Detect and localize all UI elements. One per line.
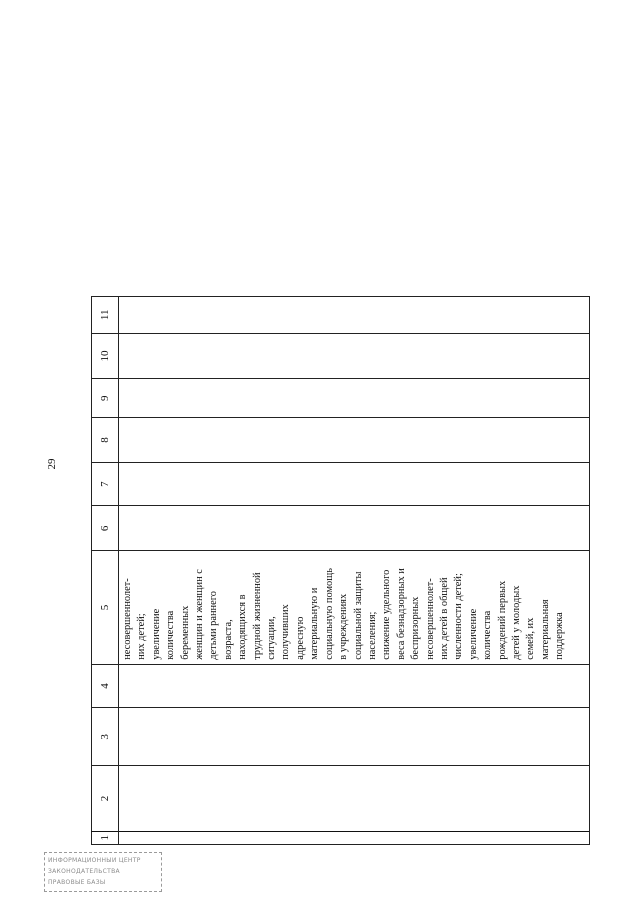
cell-5-line: несовершеннолет- — [122, 578, 133, 660]
cell-5-line: семей, их — [525, 617, 537, 660]
cell-5-line: трудной жизненной — [251, 572, 263, 660]
table-cell-9 — [119, 379, 590, 418]
stamp-line: ИНФОРМАЦИОННЫЙ ЦЕНТР — [48, 857, 141, 864]
cell-5-line: беспризорных — [410, 596, 422, 660]
cell-5-line: увеличение — [150, 608, 162, 660]
table-cell-3 — [119, 708, 590, 766]
table-cell-5 — [119, 551, 590, 665]
table-cell-1 — [119, 831, 590, 844]
column-number-7: 7 — [92, 462, 119, 506]
column-number-row — [92, 297, 119, 845]
stamp-line: ПРАВОВЫЕ БАЗЫ — [48, 879, 106, 886]
cell-5-line: ситуации, — [266, 616, 278, 660]
cell-5-line: поддержка — [554, 612, 566, 660]
table-cell-2 — [119, 766, 590, 831]
cell-5-line: беременных — [179, 605, 191, 660]
table-cell-11 — [119, 297, 590, 334]
cell-5-line: возраста, — [222, 619, 234, 660]
cell-5-line: адресную — [294, 616, 306, 660]
page-number: 29 — [46, 458, 58, 470]
cell-5-line: детей у молодых — [510, 585, 522, 660]
data-table — [91, 296, 590, 845]
cell-5-line: материальная — [539, 599, 551, 660]
cell-5-line: увеличение — [467, 608, 479, 660]
cell-5-line: рождений первых — [496, 580, 508, 660]
cell-5-line: населения; — [366, 611, 378, 660]
cell-5-text — [119, 551, 568, 664]
cell-5-line: веса безнадзорных и — [395, 568, 407, 660]
table-cell-4 — [119, 664, 590, 708]
column-number-3: 3 — [92, 708, 119, 766]
cell-5-line: численности детей; — [453, 573, 465, 660]
column-number-2: 2 — [92, 766, 119, 831]
archive-stamp — [44, 852, 162, 892]
column-number-5: 5 — [92, 551, 119, 665]
column-number-4: 4 — [92, 664, 119, 708]
cell-5-line: находящихся в — [237, 594, 249, 660]
column-number-11: 11 — [92, 297, 119, 334]
cell-5-line: женщин и женщин с — [194, 569, 206, 660]
table-row — [119, 297, 590, 845]
cell-5-line: в учреждениях — [338, 593, 350, 660]
stamp-line: ЗАКОНОДАТЕЛЬСТВА — [48, 868, 120, 875]
column-number-8: 8 — [92, 418, 119, 463]
table-cell-10 — [119, 333, 590, 379]
cell-5-line: них детей; — [136, 613, 148, 660]
cell-5-line: детьми раннего — [208, 591, 220, 660]
cell-5-line: получивших — [280, 604, 292, 660]
cell-5-line: социальной защиты — [352, 571, 364, 660]
table-cell-7 — [119, 462, 590, 506]
table-cell-6 — [119, 506, 590, 551]
cell-5-line: несовершеннолет- — [424, 578, 436, 660]
cell-5-line: снижение удельного — [381, 569, 393, 660]
cell-5-line: социальную помощь — [323, 568, 335, 660]
column-number-10: 10 — [92, 333, 119, 379]
cell-5-line: количества — [165, 610, 177, 660]
table-cell-8 — [119, 418, 590, 463]
cell-5-line: количества — [482, 610, 494, 660]
column-number-1: 1 — [92, 831, 119, 844]
column-number-9: 9 — [92, 379, 119, 418]
cell-5-line: них детей в общей — [438, 577, 450, 660]
column-number-6: 6 — [92, 506, 119, 551]
cell-5-line: материальную и — [309, 587, 321, 660]
